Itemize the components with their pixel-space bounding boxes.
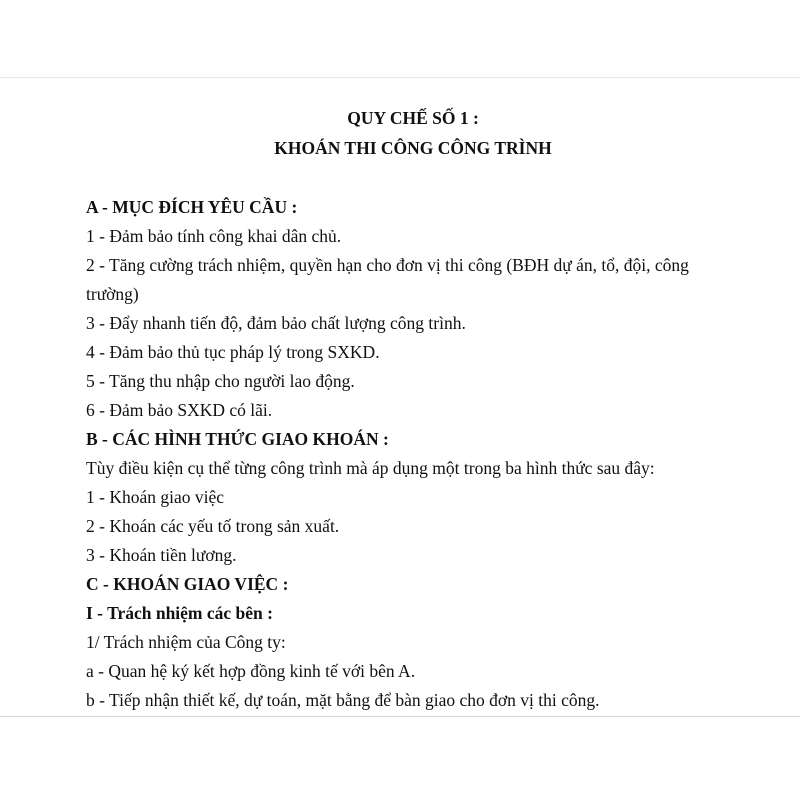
section-b-heading: B - CÁC HÌNH THỨC GIAO KHOÁN : xyxy=(86,429,389,449)
document-page xyxy=(0,78,800,716)
section-a-heading: A - MỤC ĐÍCH YÊU CẦU : xyxy=(86,197,298,217)
section-a-item-6: 6 - Đảm bảo SXKD có lãi. xyxy=(86,400,273,420)
section-a-item-2: 2 - Tăng cường trách nhiệm, quyền hạn cho đơn vị thi công (BĐH dự án, tổ, đội, công xyxy=(86,255,689,275)
document-title-line-1: QUY CHẾ SỐ 1 : xyxy=(347,108,479,128)
section-a-item-1: 1 - Đảm bảo tính công khai dân chủ. xyxy=(86,226,342,246)
page-bottom-border xyxy=(0,716,800,717)
section-c-subheading: I - Trách nhiệm các bên : xyxy=(86,603,273,623)
section-c-heading: C - KHOÁN GIAO VIỆC : xyxy=(86,574,289,594)
section-a-item-3: 3 - Đẩy nhanh tiến độ, đảm bảo chất lượng công trình. xyxy=(86,313,466,333)
section-a-item-2-continuation: trường) xyxy=(86,284,139,304)
section-a-item-5: 5 - Tăng thu nhập cho người lao động. xyxy=(86,371,355,391)
section-c-sub-item-b: b - Tiếp nhận thiết kế, dự toán, mặt bằng để bàn giao cho đơn vị thi công. xyxy=(86,690,600,710)
section-b-intro: Tùy điều kiện cụ thể từng công trình mà áp dụng một trong ba hình thức sau đây: xyxy=(86,458,655,478)
section-b-item-3: 3 - Khoán tiền lương. xyxy=(86,545,237,565)
section-c-item-1: 1/ Trách nhiệm của Công ty: xyxy=(86,632,286,652)
document-title-line-2: KHOÁN THI CÔNG CÔNG TRÌNH xyxy=(274,138,552,158)
section-c-sub-item-a: a - Quan hệ ký kết hợp đồng kinh tế với bên A. xyxy=(86,661,416,681)
section-b-item-2: 2 - Khoán các yếu tố trong sản xuất. xyxy=(86,516,340,536)
section-b-item-1: 1 - Khoán giao việc xyxy=(86,487,225,507)
section-a-item-4: 4 - Đảm bảo thủ tục pháp lý trong SXKD. xyxy=(86,342,380,362)
